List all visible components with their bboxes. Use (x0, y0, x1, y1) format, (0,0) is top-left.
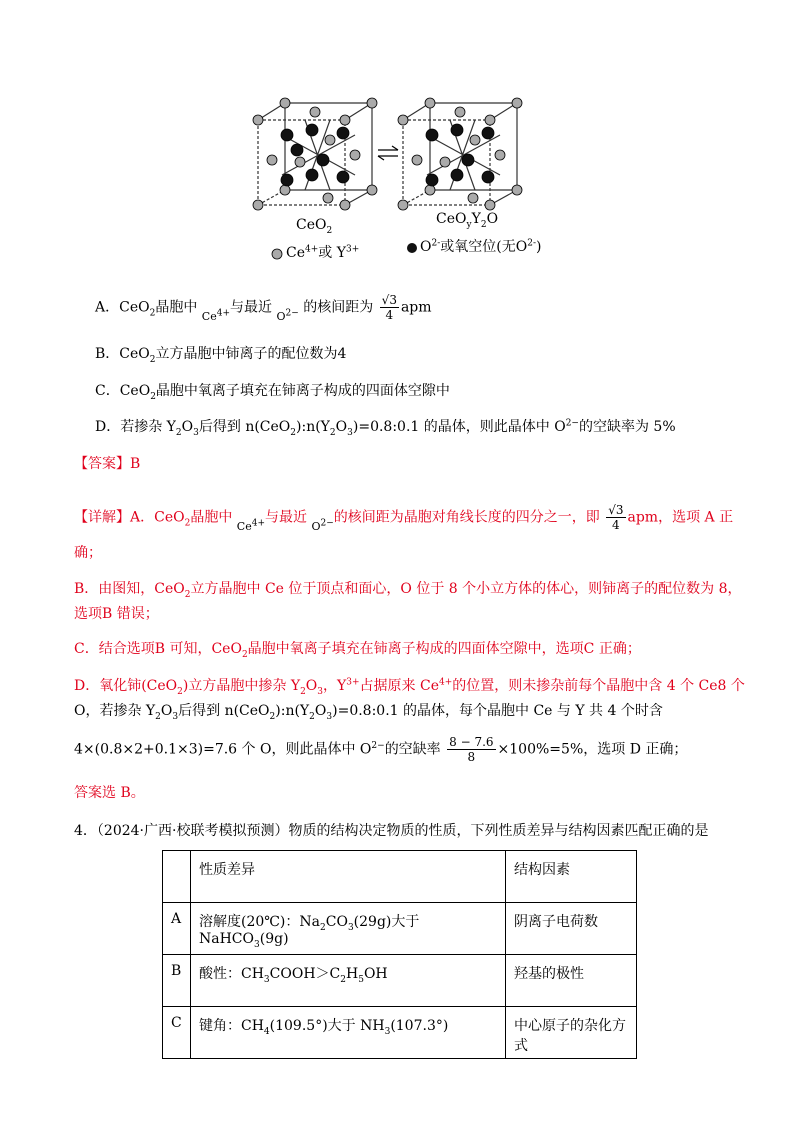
answer-line: 【答案】B (74, 456, 141, 472)
row-factor: 中心原子的杂化方式 (506, 1007, 637, 1059)
option-a: A．CeO$_2$晶胞中 $Ce^{4+}$与最近 $O^{2-}$ 的核间距为 $\frac{√3}{4}$ apm (95, 293, 432, 323)
row-label: A (163, 903, 191, 955)
figure-legend-o: $O^{2-}$或氧空位(无$O^{2-}$) (420, 238, 542, 255)
row-factor: 羟基的极性 (506, 955, 637, 1007)
detail-conclusion: 答案选 B。 (74, 785, 145, 801)
question-4: 4．（2024·广西·校联考模拟预测）物质的结构决定物质的性质，下列性质差异与结构因素匹配正确的是 (74, 823, 709, 839)
detail-c: C．结合选项B 可知，CeO$_2$晶胞中氧离子填充在铈离子构成的四面体空隙中，选项C 正确； (74, 641, 641, 660)
row-property: 溶解度(20℃)：$Na_2CO_3(29g)$大于 NaHCO$_3$(9g) (191, 903, 506, 955)
detail-a-line2: 确； (74, 545, 102, 561)
table-row (163, 903, 637, 955)
figure-legend-ce: $Ce^{4+}$或 $Y^{3+}$ (286, 244, 360, 261)
table-header-row (163, 851, 637, 903)
detail-a-fraction: $\frac{√3}{4}$ (608, 503, 624, 532)
detail-a: 【详解】A．CeO$_2$晶胞中 $Ce^{4+}$与最近 $O^{2-}$的核间距为晶胞对角线长度的四分之一，即 $\frac{√3}{4}$ apm，选项 A 正 (74, 503, 734, 533)
table-header-property: 性质差异 (191, 851, 506, 903)
row-factor: 阴离子电荷数 (506, 903, 637, 955)
o-legend-marker-icon (407, 243, 417, 253)
crystal-structure-figure (0, 0, 800, 270)
option-d: D．若掺杂 $Y_2O_3$后得到 $n(CeO_2):n(Y_2O_3)=0.8:0.1$ 的晶体，则此晶体中 $O^{2-}$的空缺率为 5% (95, 418, 676, 438)
ceo2-atoms (253, 98, 377, 210)
ceoy-atoms (398, 98, 522, 210)
figure-right-label: $CeO_yY_2O$ (436, 211, 499, 230)
row-label: B (163, 955, 191, 1007)
detail-d-line2: O，若掺杂 $Y_2O_3$后得到 $n(CeO_2):n(Y_2O_3)=0.8:0.1$ 的晶体，每个晶胞中 Ce 与 Y 共 4 个时含 (74, 703, 663, 722)
table-row (163, 1007, 637, 1059)
detail-b-line2: 选项B 错误； (74, 606, 159, 622)
option-a-fraction: $\frac{√3}{4}$ (381, 293, 397, 322)
table-row (163, 955, 637, 1007)
detail-d-line3: 4×(0.8×2+0.1×3)=7.6 个 O，则此晶体中 $O^{2-}$的空缺率 $\frac{8 - 7.6}{8}$ ×100%=5%，选项 D 正确； (74, 735, 688, 764)
row-label: C (163, 1007, 191, 1059)
option-c: C．CeO$_2$晶胞中氧离子填充在铈离子构成的四面体空隙中 (95, 383, 450, 402)
table-cell (163, 851, 191, 903)
detail-b: B．由图知，CeO$_2$立方晶胞中 Ce 位于顶点和面心，O 位于 8 个小立方体的体心，则铈离子的配位数为 8， (74, 581, 742, 600)
option-b: B．CeO$_2$立方晶胞中铈离子的配位数为4 (95, 346, 347, 365)
property-table (162, 850, 637, 1059)
detail-d-fraction: $\frac{8 - 7.6}{8}$ (449, 735, 494, 764)
table-header-factor: 结构因素 (506, 851, 637, 903)
equilibrium-arrow-icon (378, 146, 398, 160)
detail-d: D．氧化铈(CeO$_2$)立方晶胞中掺杂 $Y_2O_3$，$Y^{3+}$占据原来 $Ce^{4+}$的位置，则未掺杂前每个晶胞中含 4 个 Ce8 个 (74, 677, 745, 697)
row-property: 键角：$CH_4(109.5^\circ)$大于 $NH_3(107.3^\circ)$ (191, 1007, 506, 1059)
row-property: 酸性：$CH_3COOH>C_2H_5OH$ (191, 955, 506, 1007)
figure-left-label: CeO$_2$ (296, 217, 333, 236)
ce-legend-marker-icon (272, 249, 282, 259)
